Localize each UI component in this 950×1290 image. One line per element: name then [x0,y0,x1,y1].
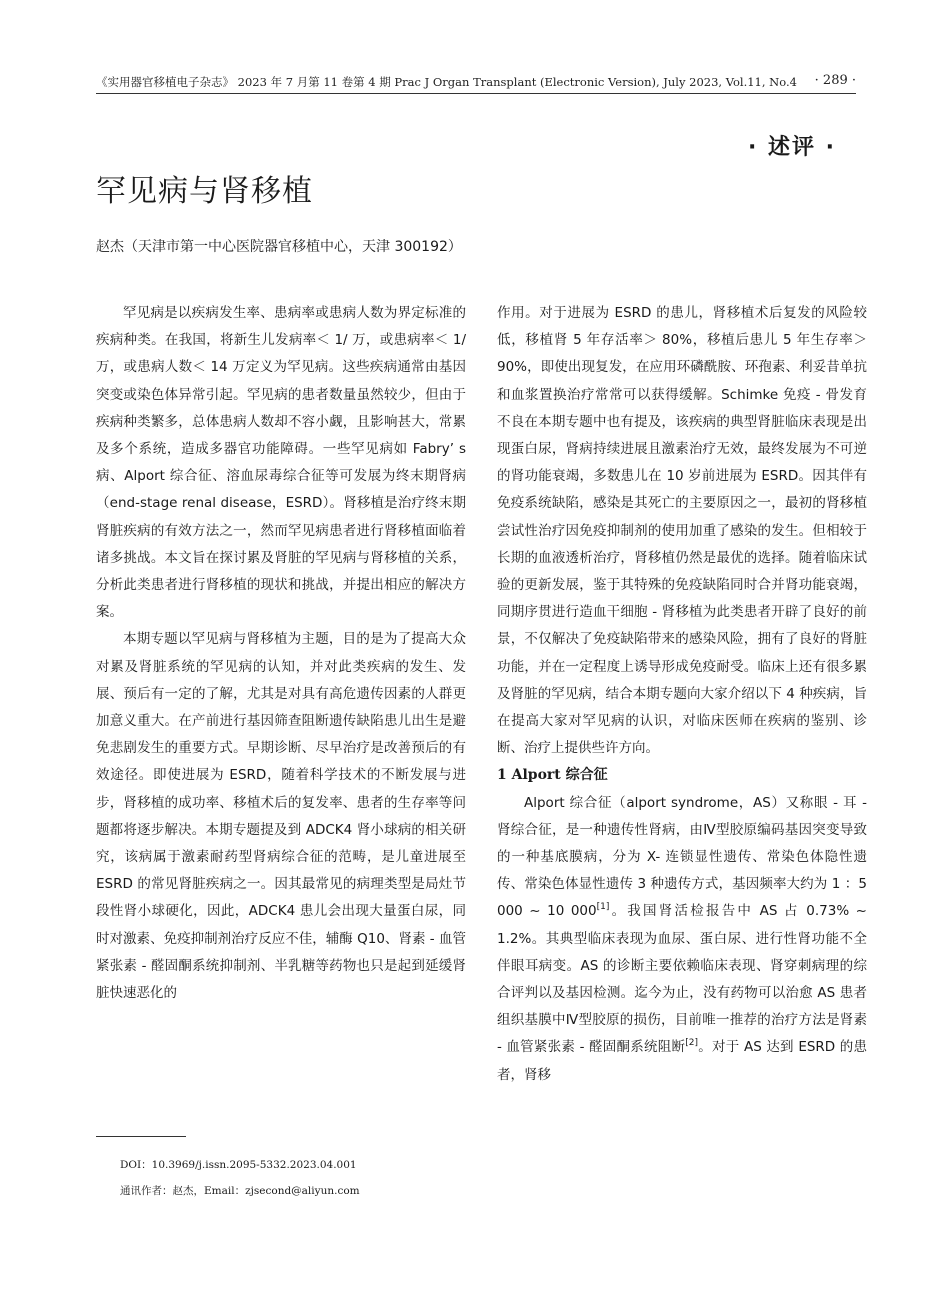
right-column [497,300,867,1089]
citation-ref[interactable]: [2] [685,1038,698,1049]
article-title: 罕见病与肾移植 [96,174,313,209]
paragraph: 罕见病是以疾病发生率、患病率或患病人数为界定标准的疾病种类。在我国，将新生儿发病率＜ 1/ 万，或患病率＜ 1/ 万，或患病人数＜ 14 万定义为罕见病。这些疾病通常由基因突变或染色体异常引起。罕见病的患者数量虽然较少，但由于疾病种类繁多，总体患病人数却不容小觑，且影响甚大，常累及多个系统，造成多器官功能障碍。一些罕见病如 Fabry’ s 病、Alport 综合征、溶血尿毒综合征等可发展为终末期肾病（end-stage renal disease，ESRD）。肾移植是治疗终末期肾脏疾病的有效方法之一，然而罕见病患者进行肾移植面临着诸多挑战。本文旨在探讨累及肾脏的罕见病与肾移植的关系，分析此类患者进行肾移植的现状和挑战，并提出相应的解决方案。 [96,305,466,621]
footnotes [120,1152,360,1204]
paragraph [497,790,867,1089]
author-affiliation: 赵杰（天津市第一中心医院器官移植中心，天津 300192） [96,239,462,255]
running-header [96,74,856,90]
paragraph-text: 。我国肾活检报告中 AS 占 0.73% ~ 1.2%。其典型临床表现为血尿、蛋白尿、进行性肾功能不全伴眼耳病变。AS 的诊断主要依赖临床表现、肾穿刺病理的综合评判以及基因检测。迄今为止，没有药物可以治愈 AS 患者组织基膜中Ⅳ型胶原的损伤，目前唯一推荐的治疗方法是肾素 - 血管紧张素 - 醛固酮系统阻断 [497,903,867,1056]
footnote-rule [96,1136,186,1137]
section-label: · 述评 · [748,135,837,160]
left-column [96,300,466,1007]
paragraph-text: 。对于 AS 达到 ESRD 的患者，肾移 [497,1039,867,1083]
paragraph: 本期专题以罕见病与肾移植为主题，目的是为了提高大众对累及肾脏系统的罕见病的认知，并对此类疾病的发生、发展、预后有一定的了解，尤其是对具有高危遗传因素的人群更加意义重大。在产前进行基因筛查阻断遗传缺陷患儿出生是避免悲剧发生的重要方式。早期诊断、尽早治疗是改善预后的有效途径。即使进展为 ESRD，随着科学技术的不断发展与进步，肾移植的成功率、移植术后的复发率、患者的生存率等问题都将逐步解决。本期专题提及到 ADCK4 肾小球病的相关研究，该病属于激素耐药型肾病综合征的范畴，是儿童进展至 ESRD 的常见肾脏疾病之一。因其最常见的病理类型是局灶节段性肾小球硬化，因此，ADCK4 患儿会出现大量蛋白尿，同时对激素、免疫抑制剂治疗反应不佳，辅酶 Q10、肾素 - 血管紧张素 - 醛固酮系统抑制剂、半乳糖等药物也只是起到延缓肾脏快速恶化的 [96,631,466,1002]
paragraph: 作用。对于进展为 ESRD 的患儿，肾移植术后复发的风险较低，移植肾 5 年存活率＞ 80%，移植后患儿 5 年生存率＞ 90%，即使出现复发，在应用环磷酰胺、环孢素、利妥昔单抗和血浆置换治疗常常可以获得缓解。Schimke 免疫 - 骨发育不良在本期专题中也有提及，该疾病的典型肾脏临床表现是出现蛋白尿，肾病持续进展且激素治疗无效，最终发展为不可逆的肾功能衰竭，多数患儿在 10 岁前进展为 ESRD。因其伴有免疫系统缺陷，感染是其死亡的主要原因之一，最初的肾移植尝试性治疗因免疫抑制剂的使用加重了感染的发生。但相较于长期的血液透析治疗，肾移植仍然是最优的选择。随着临床试验的更新发展，鉴于其特殊的免疫缺陷同时合并肾功能衰竭，同期序贯进行造血干细胞 - 肾移植为此类患者开辟了良好的前景，不仅解决了免疫缺陷带来的感染风险，拥有了良好的肾脏功能，并在一定程度上诱导形成免疫耐受。临床上还有很多累及肾脏的罕见病，结合本期专题向大家介绍以下 4 种疾病，旨在提高大家对罕见病的认识，对临床医师在疾病的鉴别、诊断、治疗上提供些许方向。 [497,305,867,757]
header-rule [96,93,856,94]
paragraph-text: Alport 综合征（alport syndrome，AS）又称眼 - 耳 - 肾综合征，是一种遗传性肾病，由Ⅳ型胶原编码基因突变导致的一种基底膜病，分为 X- 连锁显性遗传、常染色体隐性遗传、常染色体显性遗传 3 种遗传方式，基因频率大约为 1 ：5 000 ~ 10 000 [497,794,867,920]
citation-ref[interactable]: [1] [596,902,610,913]
section-heading: 1 Alport 综合征 [497,767,608,784]
correspondence-line: 通讯作者：赵杰，Email：zjsecond@aliyun.com [120,1185,360,1197]
journal-citation: 《实用器官移植电子杂志》 2023 年 7 月第 11 卷第 4 期 Prac J Organ Transplant (Electronic Version), July 2023, Vol.11, No.4 [96,75,797,89]
page-number: · 289 · [814,73,856,88]
doi-line: DOI：10.3969/j.issn.2095-5332.2023.04.001 [120,1159,357,1171]
